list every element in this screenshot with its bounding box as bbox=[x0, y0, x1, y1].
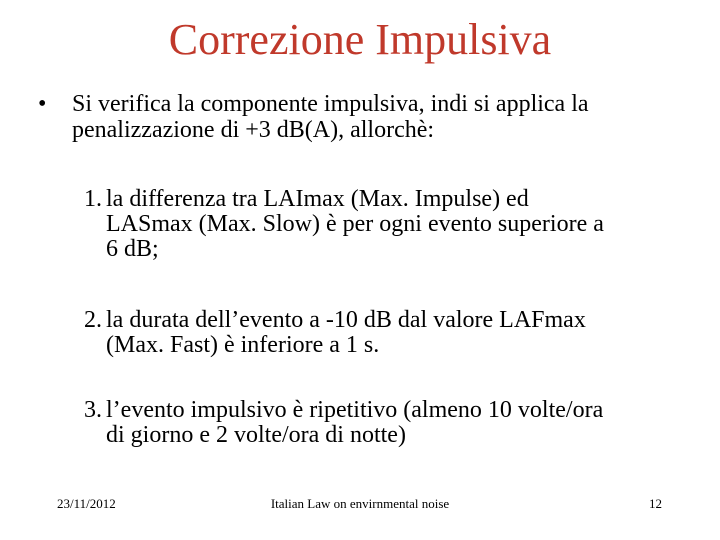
list-item bbox=[84, 308, 694, 358]
bullet-marker: • bbox=[38, 91, 47, 117]
bullet-text: Si verifica la componente impulsiva, indi si applica la penalizzazione di +3 dB(A), allorchè: bbox=[72, 91, 589, 143]
bullet-paragraph bbox=[38, 91, 698, 143]
list-item-number: 1. bbox=[84, 186, 102, 212]
footer-date: 23/11/2012 bbox=[57, 496, 116, 511]
list-item-text: la durata dell’evento a -10 dB dal valore LAFmax (Max. Fast) è inferiore a 1 s. bbox=[106, 307, 586, 358]
list-item bbox=[84, 187, 694, 262]
list-item-text: l’evento impulsivo è ripetitivo (almeno 10 volte/ora di giorno e 2 volte/ora di notte) bbox=[106, 397, 604, 448]
list-item-number: 3. bbox=[84, 397, 102, 423]
slide-title: Correzione Impulsiva bbox=[168, 15, 552, 64]
list-item-text: la differenza tra LAImax (Max. Impulse) ed LASmax (Max. Slow) è per ogni evento superiore a 6 dB; bbox=[106, 186, 604, 262]
list-item-number: 2. bbox=[84, 307, 102, 333]
footer-title: Italian Law on envirnmental noise bbox=[270, 496, 450, 511]
list-item bbox=[84, 398, 694, 448]
footer-page-number: 12 bbox=[649, 496, 662, 511]
